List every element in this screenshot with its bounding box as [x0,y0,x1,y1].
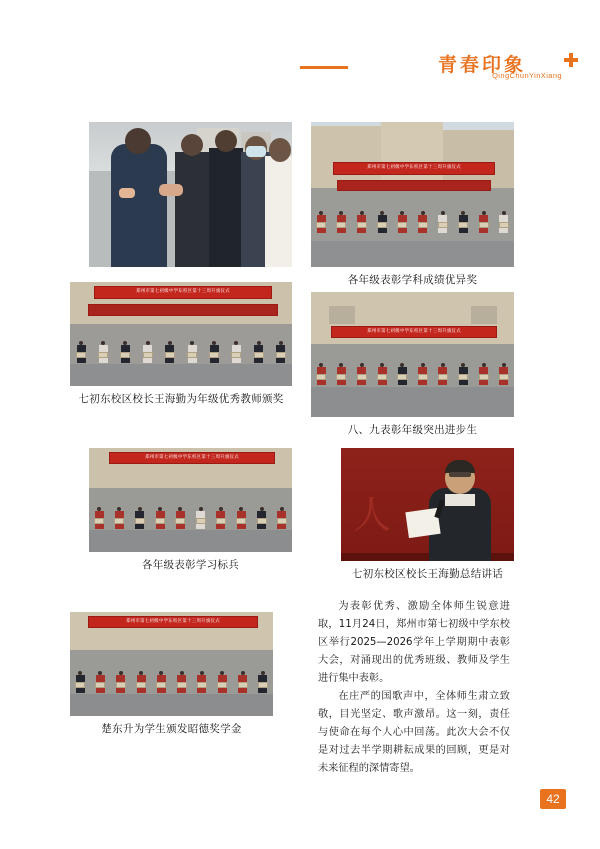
page-number: 42 [540,789,566,809]
photo-awarding-handshake [89,122,292,267]
article-paragraph-2: 在庄严的国歌声中，全体师生肃立致敬，目光坚定、歌声激昂。这一刻，责任与使命在每个人心中回荡。此次大会不仅是对过去半学期耕耘成果的回顾，更是对未来征程的深情寄望。 [318,691,510,774]
photo-grade-89-progress [311,292,514,417]
photo-block-grade-89-progress [311,292,514,437]
photo-subject-excellence [311,122,514,267]
photo-caption: 八、九表彰年级突出进步生 [347,424,478,436]
photo-banner-text: 郑州市第七初级中学东校区第十三周升旗仪式 [94,286,272,299]
photo-block-scholarship-award [70,612,273,736]
page-title: 青春印象 [437,54,526,76]
page-header [0,44,600,88]
photo-block-study-models [89,448,292,572]
photo-principal-speech: 人 [341,448,514,561]
photo-block-subject-excellence [311,122,514,287]
photo-caption: 楚东升为学生颁发昭德奖学金 [101,723,242,735]
photo-caption: 各年级表彰学科成绩优异奖 [347,274,478,286]
photo-block-awarding-handshake [89,122,292,267]
photo-scholarship-award [70,612,273,716]
photo-study-models [89,448,292,552]
article-body [318,598,510,778]
photo-banner-text: 郑州市第七初级中学东校区第十三周升旗仪式 [109,452,275,464]
page-subtitle: QingChunYinXiang [492,71,562,80]
photo-principal-awards-teachers [70,282,292,386]
photo-caption: 各年级表彰学习标兵 [141,559,240,571]
photo-banner-text: 郑州市第七初级中学东校区第十三周升旗仪式 [88,616,258,628]
photo-caption: 七初东校区校长王海勤为年级优秀教师颁奖 [78,393,284,405]
header-rule [300,66,348,69]
photo-block-principal-awards-teachers [70,282,292,406]
photo-banner-text: 郑州市第七初级中学东校区第十三周升旗仪式 [331,326,497,338]
article-paragraph-1: 为表彰优秀、激励全体师生锐意进取，11月24日，郑州市第七初级中学东校区举行2025—2026学年上学期期中表彰大会，对涌现出的优秀班级、教师及学生进行集中表彰。 [318,601,510,684]
photo-block-principal-speech [341,448,514,581]
photo-caption: 七初东校区校长王海勤总结讲话 [351,568,504,580]
plus-icon [564,53,578,67]
photo-banner-text: 郑州市第七初级中学东校区第十三周升旗仪式 [333,162,495,175]
